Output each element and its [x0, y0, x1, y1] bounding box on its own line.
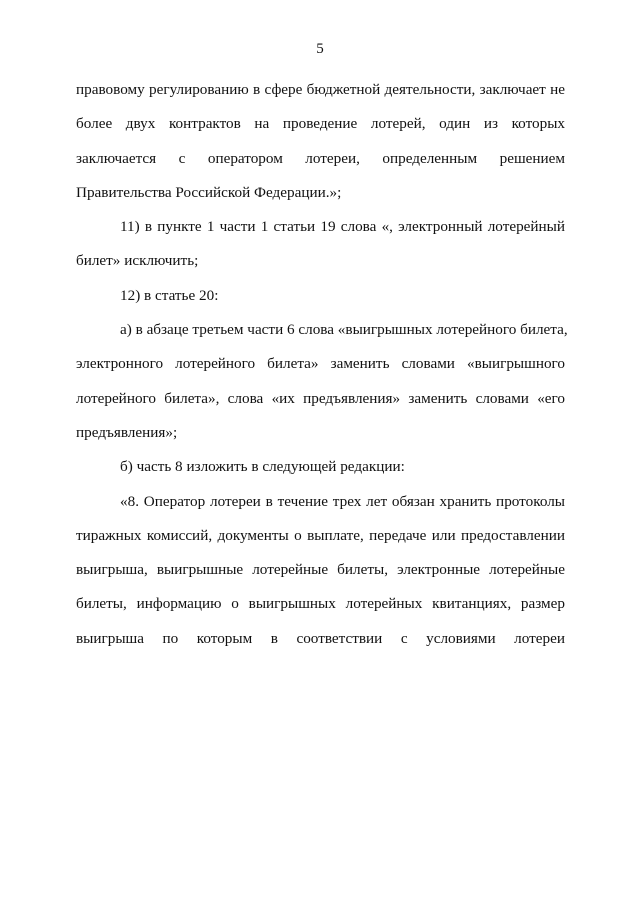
text-line: выигрыша, выигрышные лотерейные билеты, электронные лотерейные [76, 561, 565, 579]
document-body [76, 73, 568, 656]
text-line: тиражных комиссий, документы о выплате, передаче или предоставлении [76, 526, 565, 544]
text-line: б) часть 8 изложить в следующей редакции: [120, 458, 405, 476]
text-line: 11) в пункте 1 части 1 статьи 19 слова «, электронный лотерейный [120, 218, 565, 236]
text-line: более двух контрактов на проведение лотерей, один из которых [76, 115, 565, 133]
text-line: лотерейного билета», слова «их предъявления» заменить словами «его [76, 389, 565, 407]
text-line: выигрыша по которым в соответствии с условиями лотереи [76, 629, 565, 647]
text-line: «8. Оператор лотереи в течение трех лет обязан хранить протоколы [120, 492, 565, 510]
text-line: заключается с оператором лотереи, определенным решением [76, 149, 565, 167]
text-line: правовому регулированию в сфере бюджетной деятельности, заключает не [76, 81, 565, 98]
text-line: Правительства Российской Федерации.»; [76, 183, 342, 201]
text-line: билет» исключить; [76, 252, 199, 270]
text-line: а) в абзаце третьем части 6 слова «выигрышных лотерейного билета, [120, 321, 568, 339]
text-line: предъявления»; [76, 423, 178, 441]
page-number: 5 [316, 41, 324, 57]
text-line: 12) в статье 20: [120, 286, 219, 304]
text-line: электронного лотерейного билета» заменить словами «выигрышного [76, 355, 565, 373]
text-line: билеты, информацию о выигрышных лотерейных квитанциях, размер [76, 595, 565, 613]
